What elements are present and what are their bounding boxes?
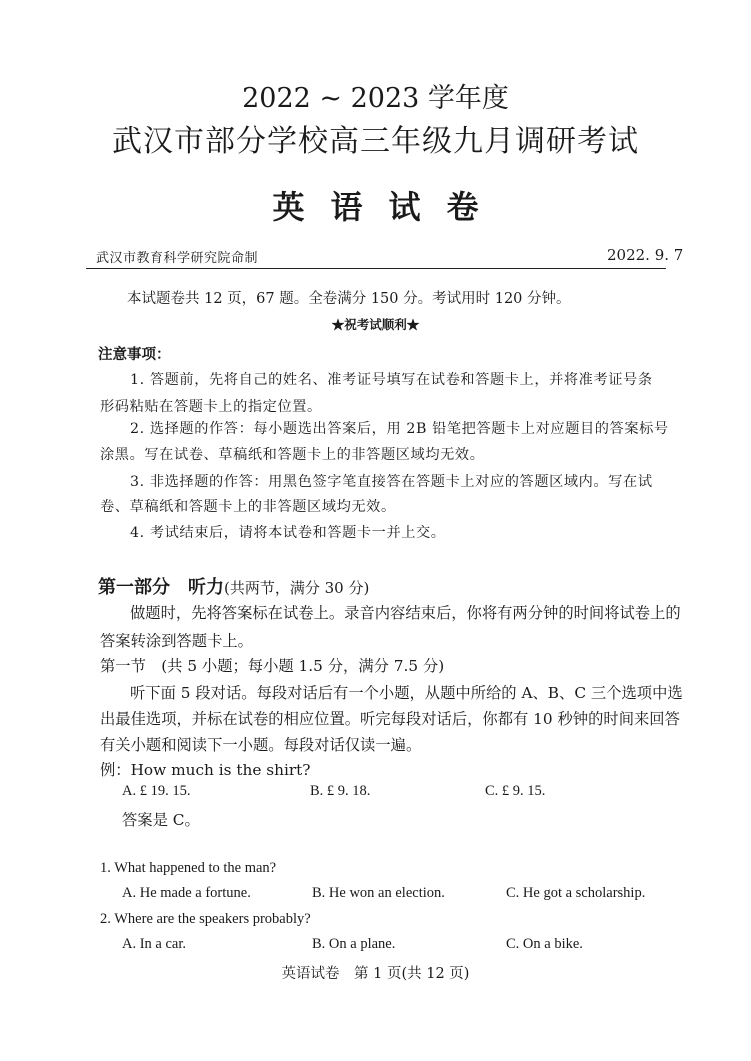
question-option: C. On a bike. [506,936,583,952]
intro-line: 答案转涂到答题卡上。 [100,632,253,650]
part1-title [98,573,369,599]
note-line: 2. 选择题的作答：每小题选出答案后，用 2B 铅笔把答题卡上对应题目的答案标号 [130,421,669,437]
instruction-line: 有关小题和阅读下一小题。每段对话仅读一遍。 [100,736,422,754]
issuer: 武汉市教育科学研究院命制 [96,251,259,266]
note-line: 1. 答题前，先将自己的姓名、准考证号填写在试卷和答题卡上，并将准考证号条 [130,372,653,388]
question-option: A. In a car. [122,936,187,952]
instruction-line: 听下面 5 段对话。每段对话后有一个小题，从题中所给的 A、B、C 三个选项中选 [130,684,683,702]
part1-subtitle: (共两节，满分 30 分) [224,579,370,597]
subject-title: 英语试卷 [272,188,505,226]
question-option: A. He made a fortune. [122,885,251,901]
note-line: 3. 非选择题的作答：用黑色签字笔直接答在答题卡上对应的答题区域内。写在试 [130,474,653,490]
school-year: 2022 ~ 2023 学年度 [242,83,509,114]
note-line: 涂黑。写在试卷、草稿纸和答题卡上的非答题区域均无效。 [100,447,485,463]
part1-title-main: 第一部分 听力 [98,577,224,598]
wish-text: ★祝考试顺利★ [331,317,420,332]
question-stem: 1. What happened to the man? [100,860,277,876]
example-option-a: A. £ 19. 15. [122,783,191,799]
exam-title: 武汉市部分学校高三年级九月调研考试 [112,124,639,159]
example-option-c: C. £ 9. 15. [485,783,546,799]
intro-line: 做题时，先将答案标在试卷上。录音内容结束后，你将有两分钟的时间将试卷上的 [130,604,681,622]
page-footer: 英语试卷 第 1 页(共 12 页) [281,966,470,982]
question-option: B. He won an election. [312,885,445,901]
example-option-b: B. £ 9. 18. [310,783,371,799]
exam-info: 本试题卷共 12 页，67 题。全卷满分 150 分。考试用时 120 分钟。 [127,291,571,307]
header-divider [86,268,666,269]
question-stem: 2. Where are the speakers probably? [100,911,311,927]
notes-title: 注意事项： [98,346,171,363]
instruction-line: 出最佳选项，并标在试卷的相应位置。听完每段对话后，你都有 10 秒钟的时间来回答 [100,710,680,728]
exam-date: 2022. 9. 7 [607,246,684,264]
example-answer: 答案是 C。 [122,811,200,829]
question-option: C. He got a scholarship. [506,885,646,901]
note-line: 卷、草稿纸和答题卡上的非答题区域均无效。 [100,499,396,515]
note-line: 形码粘贴在答题卡上的指定位置。 [100,399,322,415]
note-line: 4. 考试结束后，请将本试卷和答题卡一并上交。 [130,525,446,541]
question-option: B. On a plane. [312,936,396,952]
example-question: 例：How much is the shirt? [100,761,311,779]
section1-title: 第一节 (共 5 小题；每小题 1.5 分，满分 7.5 分) [100,657,445,675]
